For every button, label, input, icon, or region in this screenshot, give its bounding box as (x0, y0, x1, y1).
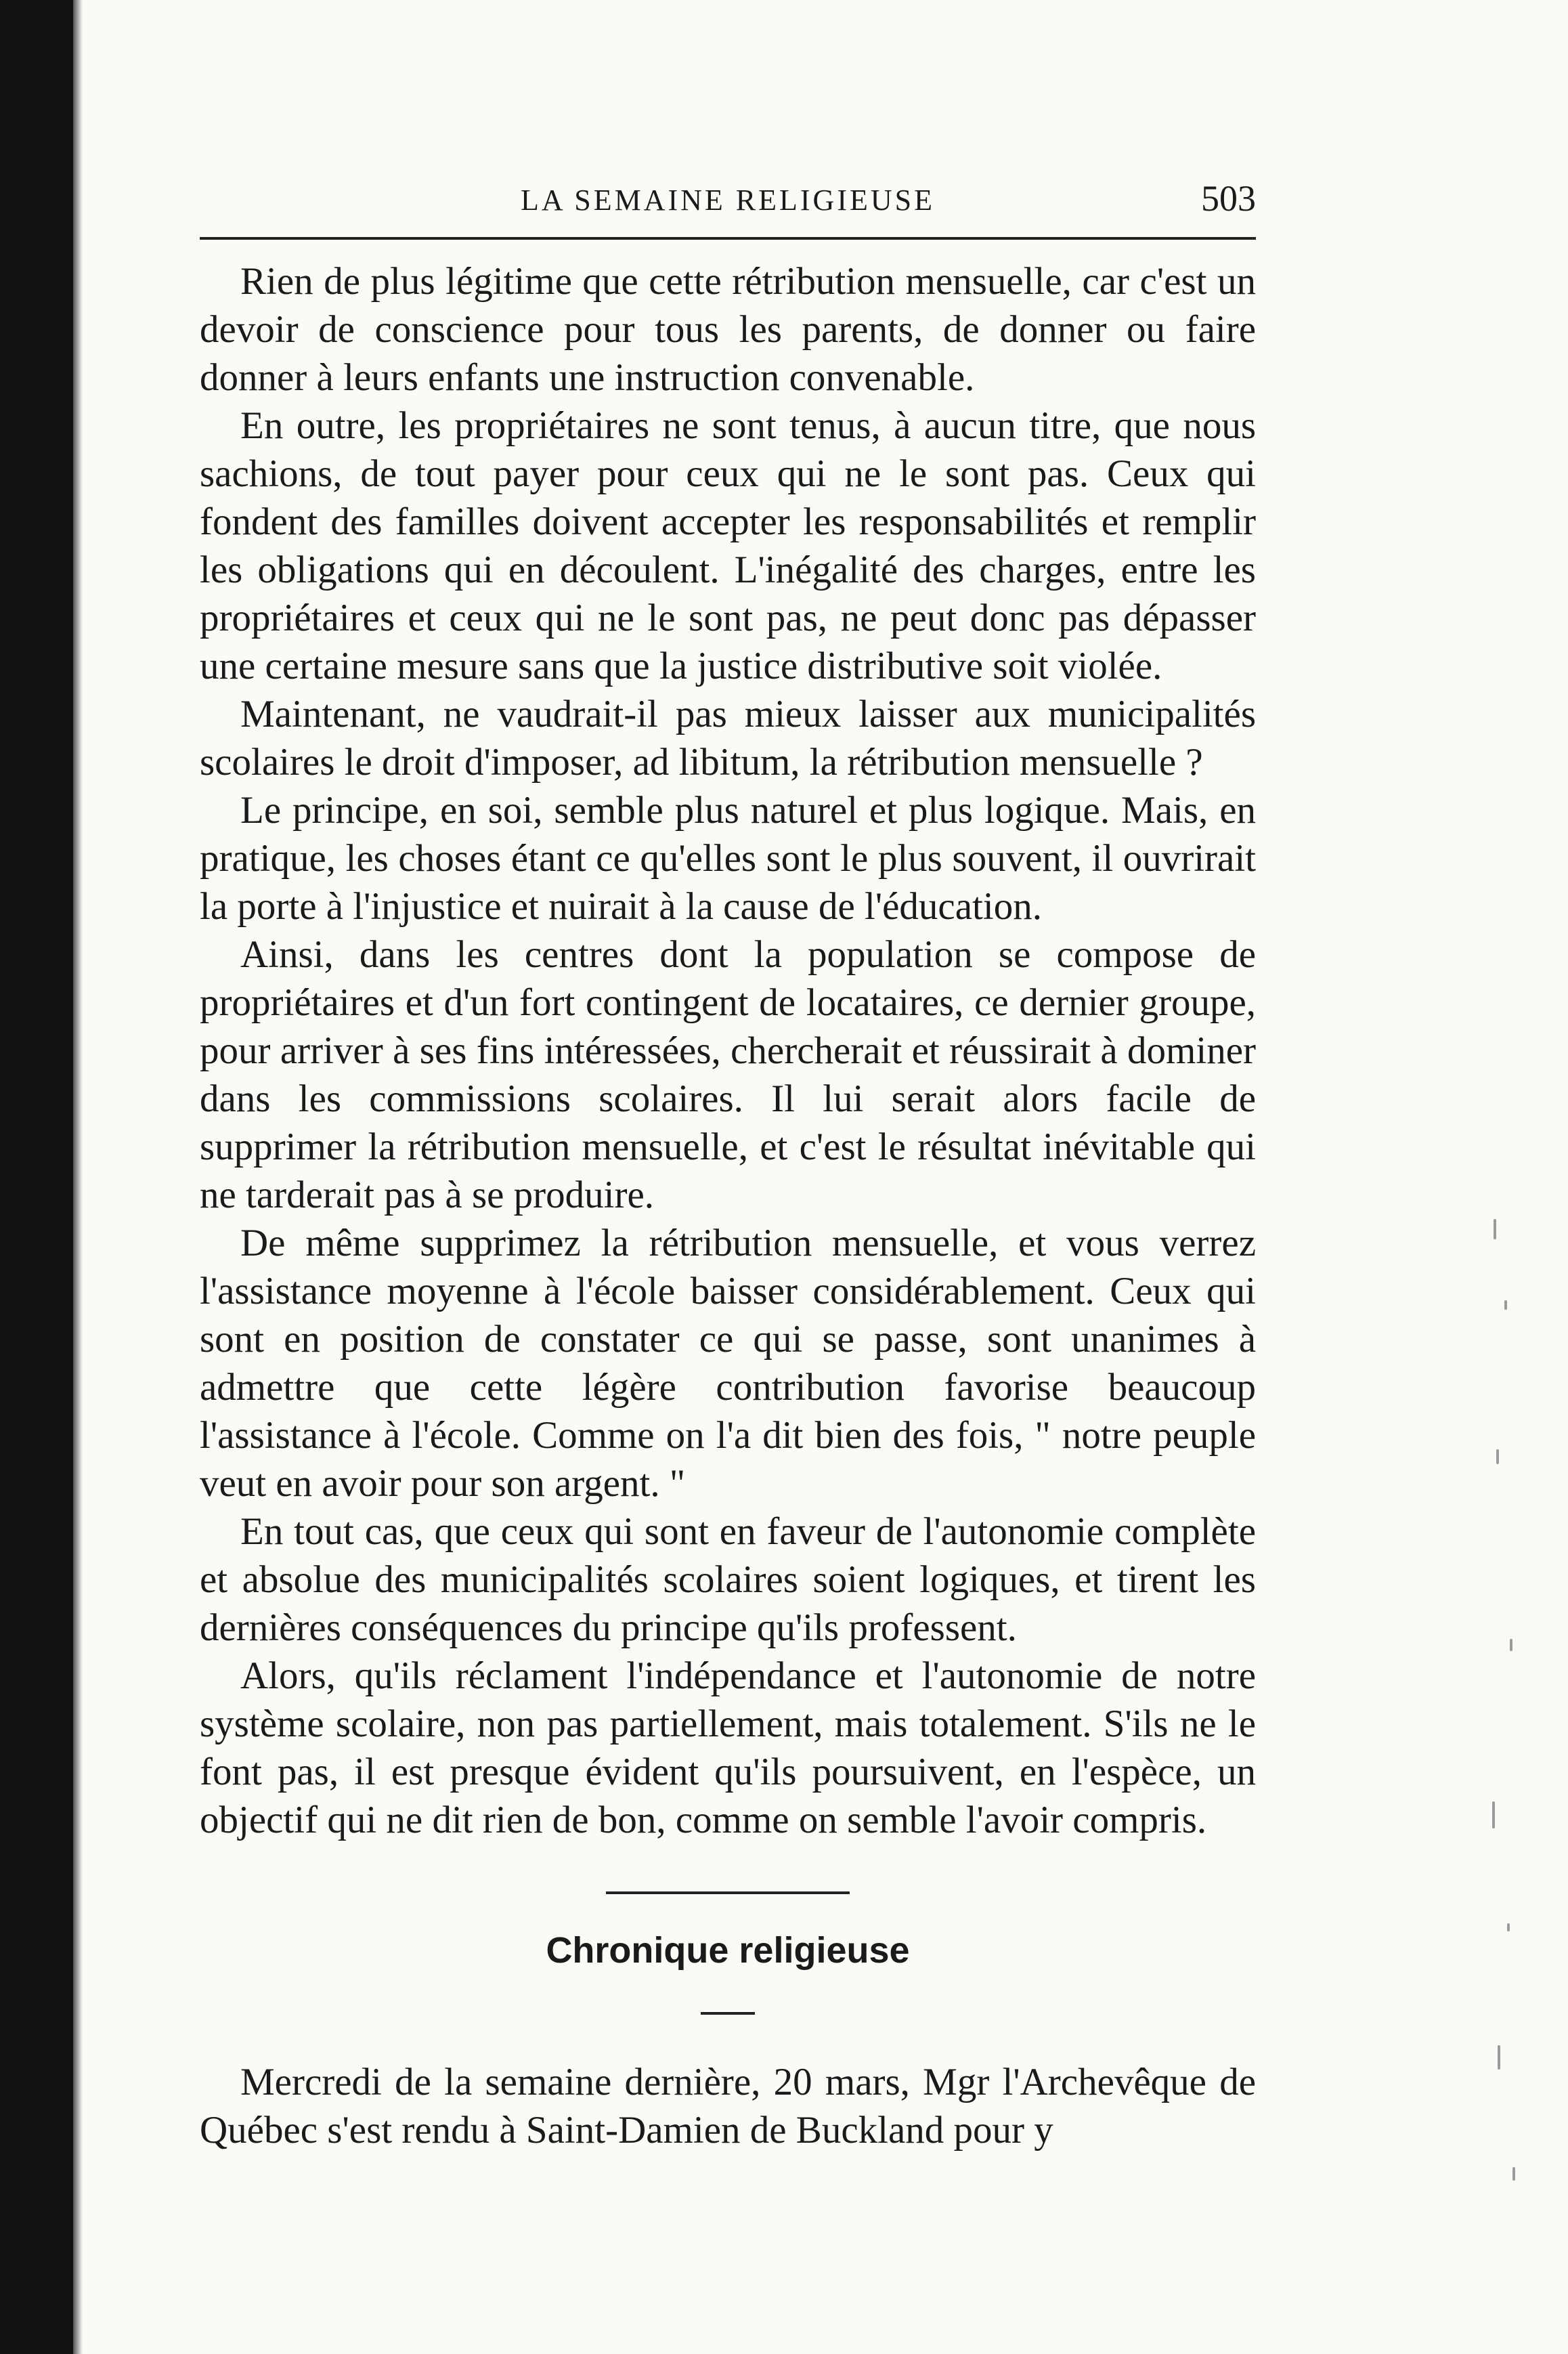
paragraph: En outre, les propriétaires ne sont tenus, à aucun titre, que nous sachions, de tout payer pour ceux qui ne le sont pas. Ceux qui fondent des familles doivent accepter les responsabilités et remplir les obligations qui en découlent. L'inégalité des charges, entre les propriétaires et ceux qui ne le sont pas, ne peut donc pas dépasser une certaine mesure sans que la justice distributive soit violée. (200, 404, 1256, 687)
scan-speck (1492, 1801, 1495, 1828)
paragraph: En tout cas, que ceux qui sont en faveur de l'autonomie complète et absolue des municipalités scolaires soient logiques, et tirent les dernières conséquences du principe qu'ils professent. (200, 1510, 1256, 1649)
running-title: LA SEMAINE RELIGIEUSE (521, 184, 935, 217)
scan-speck (1496, 1449, 1499, 1464)
book-page (200, 169, 1256, 2154)
article-body (200, 257, 1256, 1844)
paragraph: De même supprimez la rétribution mensuelle, et vous verrez l'assistance moyenne à l'école baisser considérablement. Ceux qui sont en position de constater ce qui se passe, sont unanimes à admettre que cette légère contribution favorise beaucoup l'assistance à l'école. Comme on l'a dit bien des fois, " notre peuple veut en avoir pour son argent. " (200, 1222, 1256, 1505)
section-body (200, 2058, 1256, 2154)
paragraph: Maintenant, ne vaudrait-il pas mieux laisser aux municipalités scolaires le droit d'imposer, ad libitum, la rétribution mensuelle ? (200, 693, 1256, 784)
scan-speck (1494, 1219, 1496, 1239)
section-divider-rule (606, 1891, 850, 1894)
header-rule (200, 237, 1256, 240)
paragraph: Ainsi, dans les centres dont la population se compose de propriétaires et d'un fort contingent de locataires, ce dernier groupe, pour arriver à ses fins intéressées, chercherait et réussirait à dominer dans les commissions scolaires. Il lui serait alors facile de supprimer la rétribution mensuelle, et c'est le résultat inévitable qui ne tarderait pas à se produire. (200, 933, 1256, 1216)
section-heading: Chronique religieuse (546, 1930, 910, 1971)
scan-speck (1504, 1300, 1507, 1310)
scan-speck (1510, 1639, 1512, 1651)
heading-dash-rule (701, 2012, 755, 2015)
margin-scan-specks (1489, 1219, 1530, 2235)
scan-speck (1507, 1923, 1510, 1931)
paragraph: Rien de plus légitime que cette rétribution mensuelle, car c'est un devoir de conscience pour tous les parents, de donner ou faire donner à leurs enfants une instruction convenable. (200, 260, 1256, 399)
paragraph: Alors, qu'ils réclament l'indépendance et l'autonomie de notre système scolaire, non pas partiellement, mais totalement. S'ils ne le font pas, il est presque évident qu'ils poursuivent, en l'espèce, un objectif qui ne dit rien de bon, comme on semble l'avoir compris. (200, 1654, 1256, 1841)
binding-edge-gradient (73, 0, 83, 2354)
scan-speck (1512, 2167, 1515, 2181)
page-number: 503 (1201, 178, 1256, 219)
running-head (200, 169, 1256, 244)
scan-speck (1498, 2045, 1500, 2070)
paragraph: Mercredi de la semaine dernière, 20 mars, Mgr l'Archevêque de Québec s'est rendu à Saint-Damien de Buckland pour y (200, 2061, 1256, 2152)
paragraph: Le principe, en soi, semble plus naturel et plus logique. Mais, en pratique, les choses étant ce qu'elles sont le plus souvent, il ouvrirait la porte à l'injustice et nuirait à la cause de l'éducation. (200, 789, 1256, 928)
book-binding-shadow (0, 0, 73, 2354)
